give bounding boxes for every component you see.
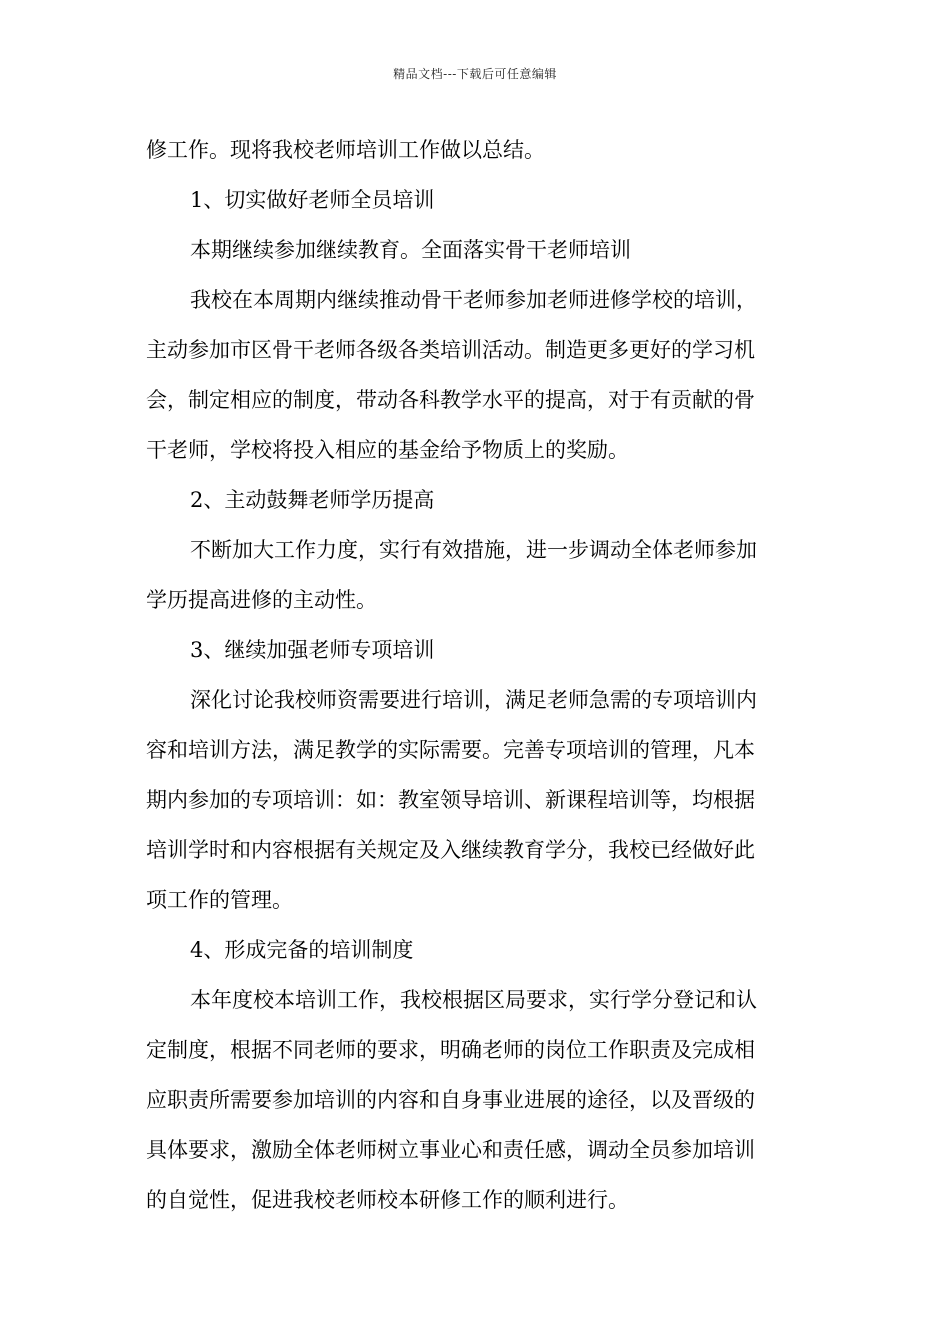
paragraph-line: 期内参加的专项培训：如：教室领导培训、新课程培训等，均根据	[146, 788, 755, 812]
paragraph-line: 定制度，根据不同老师的要求，明确老师的岗位工作职责及完成相	[146, 1038, 755, 1062]
section-heading: 4、形成完备的培训制度	[190, 938, 414, 962]
paragraph-line: 应职责所需要参加培训的内容和自身事业进展的途径，以及晋级的	[146, 1088, 755, 1112]
paragraph-line: 深化讨论我校师资需要进行培训，满足老师急需的专项培训内	[190, 688, 757, 712]
page-header: 精品文档---下载后可任意编辑	[393, 67, 557, 81]
paragraph-line: 项工作的管理。	[146, 888, 293, 912]
paragraph-line: 修工作。现将我校老师培训工作做以总结。	[146, 138, 545, 162]
paragraph-line: 本年度校本培训工作，我校根据区局要求，实行学分登记和认	[190, 988, 757, 1012]
document-body	[146, 125, 812, 1225]
paragraph-line: 的自觉性，促进我校老师校本研修工作的顺利进行。	[146, 1188, 629, 1212]
section-heading: 1、切实做好老师全员培训	[190, 188, 435, 212]
section-heading: 3、继续加强老师专项培训	[190, 638, 435, 662]
paragraph-line: 我校在本周期内继续推动骨干老师参加老师进修学校的培训，	[190, 288, 757, 312]
paragraph-line: 本期继续参加继续教育。全面落实骨干老师培训	[190, 238, 631, 262]
paragraph-line: 容和培训方法，满足教学的实际需要。完善专项培训的管理，凡本	[146, 738, 755, 762]
paragraph-line: 培训学时和内容根据有关规定及入继续教育学分，我校已经做好此	[146, 838, 755, 862]
section-heading: 2、主动鼓舞老师学历提高	[190, 488, 435, 512]
paragraph-line: 干老师，学校将投入相应的基金给予物质上的奖励。	[146, 438, 629, 462]
paragraph-line: 不断加大工作力度，实行有效措施，进一步调动全体老师参加	[190, 538, 757, 562]
paragraph-line: 学历提高进修的主动性。	[146, 588, 377, 612]
paragraph-line: 主动参加市区骨干老师各级各类培训活动。制造更多更好的学习机	[146, 338, 755, 362]
paragraph-line: 具体要求，激励全体老师树立事业心和责任感，调动全员参加培训	[146, 1138, 755, 1162]
paragraph-line: 会，制定相应的制度，带动各科教学水平的提高，对于有贡献的骨	[146, 388, 755, 412]
